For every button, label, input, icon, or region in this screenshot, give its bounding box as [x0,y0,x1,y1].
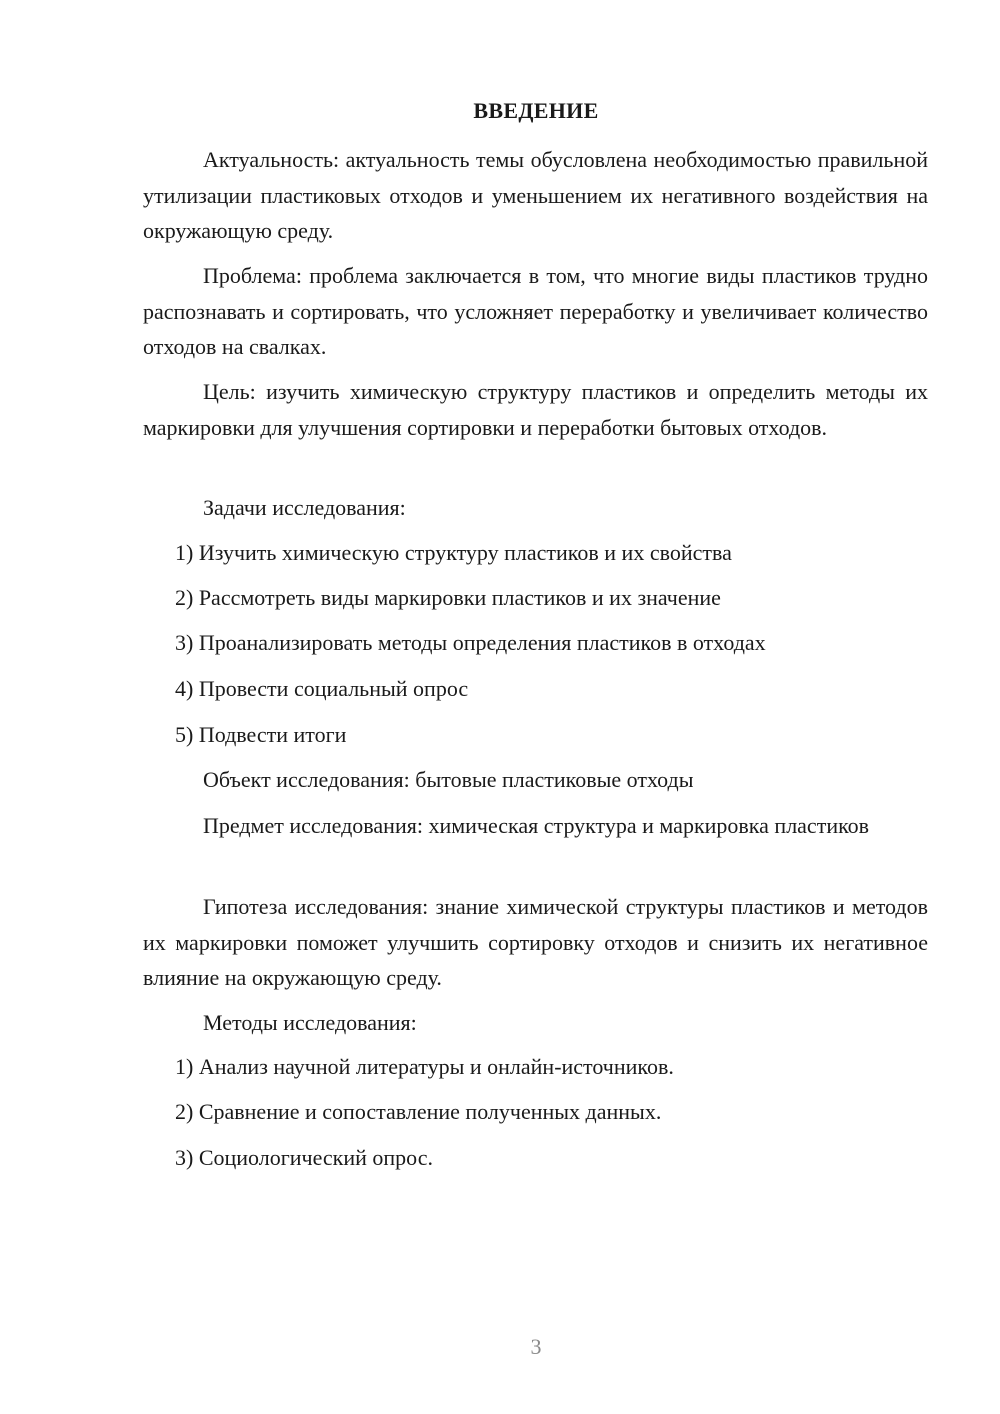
problem-paragraph: Проблема: проблема заключается в том, что многие виды пластиков трудно распознавать и сортировать, что усложняет переработку и увеличивает количество отходов на свалках. [143,263,928,359]
method-item: 2) Сравнение и сопоставление полученных данных. [175,1099,662,1124]
task-item: 4) Провести социальный опрос [175,676,469,701]
page-title: ВВЕДЕНИЕ [473,98,599,123]
method-item: 3) Социологический опрос. [175,1145,433,1170]
method-item: 1) Анализ научной литературы и онлайн-источников. [175,1054,674,1079]
task-item: 5) Подвести итоги [175,722,347,747]
goal-paragraph: Цель: изучить химическую структуру пластиков и определить методы их маркировки для улучшения сортировки и переработки бытовых отходов. [143,379,928,440]
task-item: 1) Изучить химическую структуру пластиков и их свойства [175,540,732,565]
object-paragraph: Объект исследования: бытовые пластиковые отходы [203,767,694,792]
page-number: 3 [530,1334,542,1359]
task-item: 3) Проанализировать методы определения пластиков в отходах [175,630,766,655]
task-item: 2) Рассмотреть виды маркировки пластиков и их значение [175,585,721,610]
relevance-paragraph: Актуальность: актуальность темы обусловлена необходимостью правильной утилизации пластиковых отходов и уменьшением их негативного воздействия на окружающую среду. [143,147,928,243]
methods-heading: Методы исследования: [203,1010,417,1035]
subject-paragraph: Предмет исследования: химическая структура и маркировка пластиков [203,813,870,838]
tasks-heading: Задачи исследования: [203,495,406,520]
hypothesis-paragraph: Гипотеза исследования: знание химической структуры пластиков и методов их маркировки поможет улучшить сортировку отходов и снизить их негативное влияние на окружающую среду. [143,894,928,990]
